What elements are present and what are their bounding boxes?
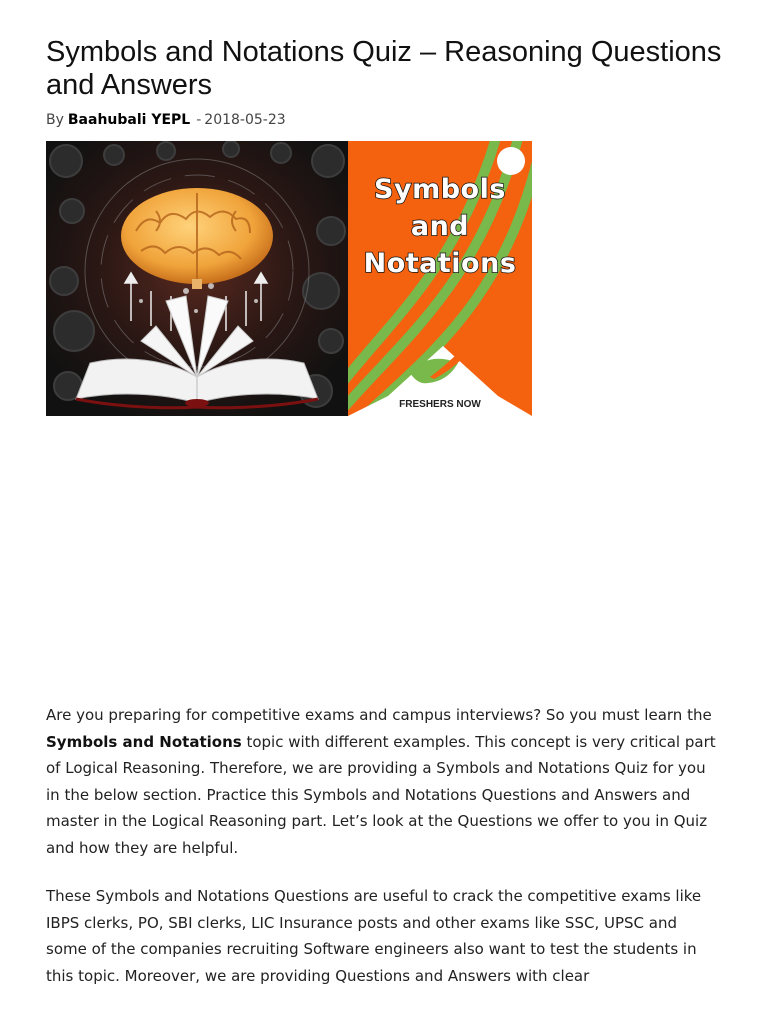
featured-image [46, 141, 532, 416]
intro-bold-topic: Symbols and Notations [46, 732, 242, 751]
intro-paragraph [46, 702, 722, 862]
by-label: By [46, 112, 64, 128]
intro-text-1: Are you preparing for competitive exams and campus interviews? So you must learn the [46, 706, 712, 724]
card-title-line: Symbols [374, 174, 506, 205]
brain-book-illustration [46, 141, 348, 416]
page-title: Symbols and Notations Quiz – Reasoning Questions and Answers [46, 36, 722, 101]
post-meta [46, 111, 286, 129]
intro-text-2: topic with different examples. This concept is very critical part of Logical Reasoning. Therefore, we are providing a Symbols and Notations Quiz for you in the below section. Practice this Symbols and Notations Questions and Answers and master in the Logical Reasoning part. Let’s look at the Questions we offer to you in Quiz and how they are helpful. [46, 732, 716, 857]
usefulness-paragraph: These Symbols and Notations Questions are useful to crack the competitive exams like IBPS clerks, PO, SBI clerks, LIC Insurance posts and other exams like SSC, UPSC and some of the companies recruiting Software engineers also want to test the students in this topic. Moreover, we are providing Questions and Answers with clear [46, 887, 702, 985]
card-title-line: Notations [363, 248, 517, 279]
meta-separator: - [196, 112, 202, 128]
freshers-now-logo-text: FRESHERS NOW [399, 399, 481, 410]
post-date: 2018-05-23 [204, 112, 286, 128]
author-link[interactable]: Baahubali YEPL [67, 112, 191, 128]
symbols-notations-card [348, 141, 532, 416]
card-title-line: and [410, 211, 470, 242]
card-title [348, 171, 532, 282]
